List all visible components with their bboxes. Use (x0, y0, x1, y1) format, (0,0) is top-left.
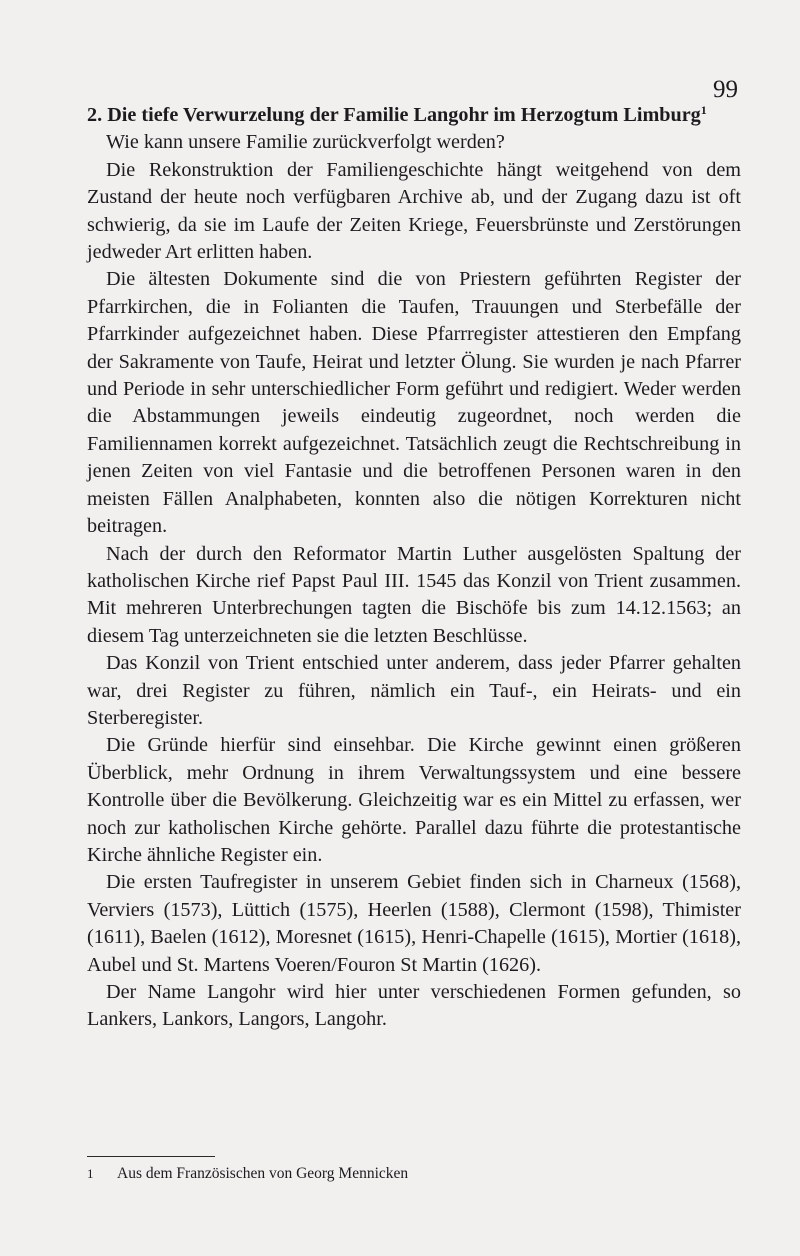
paragraph-first-registers: Die ersten Taufregister in unserem Gebiet finden sich in Charneux (1568), Verviers (1573), Lüttich (1575), Heerlen (1588), Clermont (1598), Thimister (1611), Baelen (1612), Moresnet (1615), Henri-Chapelle (1615), Mortier (1618), Aubel und St. Martens Voeren/Fouron St Martin (1626). (87, 871, 741, 976)
paragraph-question: Wie kann unsere Familie zurückverfolgt werden? (106, 131, 505, 154)
section-heading (87, 102, 741, 129)
footnote-reference: 1 (700, 103, 707, 117)
section-heading-text: 2. Die tiefe Verwurzelung der Familie Langohr im Herzogtum Limburg (87, 104, 701, 126)
paragraph-reasons: Die Gründe hierfür sind einsehbar. Die Kirche gewinnt einen größeren Überblick, mehr Ordnung in ihrem Verwaltungssystem und eine bessere Kontrolle über die Bevölkerung. Gleichzeitig war es ein Mittel zu erfassen, wer noch zur katholischen Kirche gehörte. Parallel dazu führte die protestantische Kirche ähnliche Register ein. (87, 734, 741, 866)
paragraph-reconstruction: Die Rekonstruktion der Familiengeschichte hängt weitgehend von dem Zustand der heute noch verfügbaren Archive ab, und der Zugang dazu ist oft schwierig, da sie im Laufe der Zeiten Kriege, Feuersbrünste und Zerstörungen jedweder Art erlitten haben. (87, 158, 741, 264)
footnote-text (87, 1164, 741, 1184)
footnote-mark: 1 (87, 1166, 94, 1181)
footnote (87, 1156, 741, 1184)
footnote-content: Aus dem Französischen von Georg Mennicken (117, 1165, 409, 1182)
paragraph-council-of-trent: Nach der durch den Reformator Martin Luther ausgelösten Spaltung der katholischen Kirche rief Papst Paul III. 1545 das Konzil von Trient zusammen. Mit mehreren Unterbrechungen tagten die Bischöfe bis zum 14.12.1563; an diesem Tag unterzeichneten sie die letzten Beschlüsse. (87, 542, 741, 647)
page-body (87, 102, 741, 1034)
footnote-divider (87, 1156, 215, 1157)
paragraph-three-registers: Das Konzil von Trient entschied unter anderem, dass jeder Pfarrer gehalten war, drei Register zu führen, nämlich ein Tauf-, ein Heirats- und ein Sterberegister. (87, 652, 741, 729)
paragraph-oldest-documents: Die ältesten Dokumente sind die von Priestern geführten Register der Pfarrkirchen, die in Folianten die Taufen, Trauungen und Sterbefälle der Pfarrkinder aufgezeichnet haben. Diese Pfarrregister attestieren den Empfang der Sakramente von Taufe, Heirat und letzter Ölung. Sie wurden je nach Pfarrer und Periode in sehr unterschiedlicher Form geführt und redigiert. Weder werden die Abstammungen jeweils eindeutig zugeordnet, noch werden die Familiennamen korrekt aufgezeichnet. Tatsächlich zeugt die Rechtschreibung in jenen Zeiten von viel Fantasie und die betroffenen Personen waren in den meisten Fällen Analphabeten, konnten also die nötigen Korrekturen nicht beitragen. (87, 268, 741, 538)
page-number: 99 (713, 76, 738, 103)
paragraph-name-forms: Der Name Langohr wird hier unter verschiedenen Formen gefunden, so Lankers, Lankors, Langors, Langohr. (87, 981, 741, 1031)
